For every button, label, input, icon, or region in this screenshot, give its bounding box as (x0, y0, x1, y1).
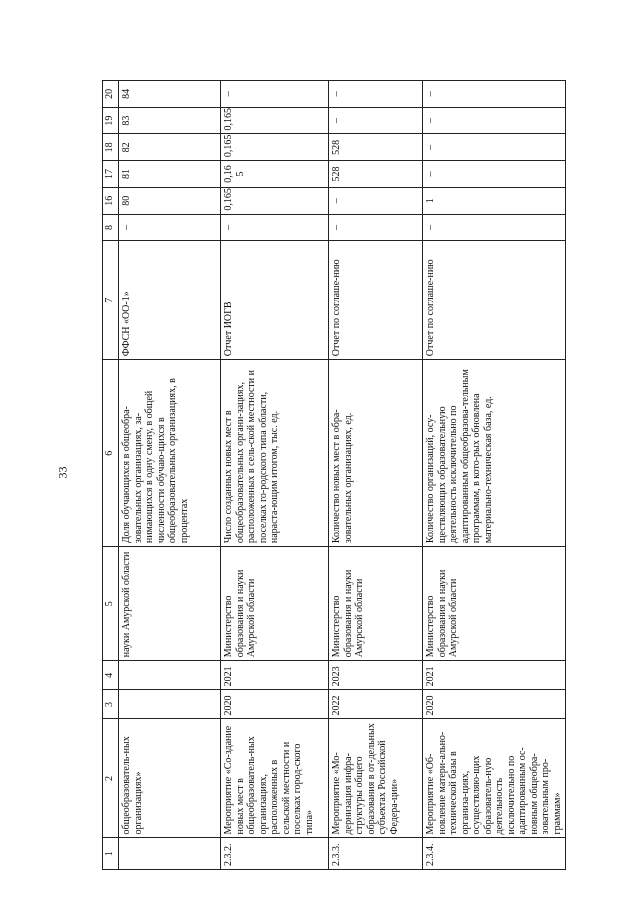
table-cell: Доля обучающихся в общеобра-зовательных организациях, за-нимающихся в одну смену, в общей численности обучаю-щихся в общеобразовательных организациях, в процентах (119, 360, 221, 547)
table-cell (119, 838, 221, 870)
table-cell: 2021 (423, 661, 566, 690)
table-cell (119, 661, 221, 690)
table-cell: Министерство образования и науки Амурской области (329, 547, 423, 661)
table-cell: 2.3.4. (423, 838, 566, 870)
table-cell: Отчет по соглаше-нию (423, 241, 566, 360)
table-cell: – (221, 81, 329, 108)
table-row (221, 81, 329, 870)
table-cell: – (329, 107, 423, 134)
header-cell: 17 (103, 161, 119, 188)
table-cell: науки Амурской области (119, 547, 221, 661)
header-cell: 4 (103, 661, 119, 690)
table-cell: 528 (329, 134, 423, 161)
header-cell: 6 (103, 360, 119, 547)
table-cell: – (423, 107, 566, 134)
table-row (119, 81, 221, 870)
data-table (102, 80, 566, 870)
rotated-table-container (102, 80, 563, 870)
table-cell: Министерство образования и науки Амурской области (423, 547, 566, 661)
table-cell: 2022 (329, 690, 423, 719)
header-cell: 5 (103, 547, 119, 661)
table-cell: Число созданных новых мест в общеобразовательных органи-зациях, расположенных в сель-ской местности и поселках го-родского типа области, нараста-ющим итогом, тыс. ед. (221, 360, 329, 547)
table-cell: Отчет по соглаше-нию (329, 241, 423, 360)
table-cell: 0,165 (221, 134, 329, 161)
table-cell: – (329, 214, 423, 241)
table-row (329, 81, 423, 870)
table-cell: Количество новых мест в обра-зовательных организациях, ед. (329, 360, 423, 547)
table-cell: – (423, 134, 566, 161)
table-cell: Мероприятие «Мо-дернизация инфра-структуры общего образования в от-дельных субъектах Российской Федера-ции» (329, 719, 423, 838)
header-cell: 18 (103, 134, 119, 161)
table-cell: 528 (329, 161, 423, 188)
table-cell: 1 (423, 187, 566, 214)
table-cell: – (423, 214, 566, 241)
table-cell: 2020 (423, 690, 566, 719)
page-number: 33 (55, 466, 70, 479)
table-cell: 2020 (221, 690, 329, 719)
header-cell: 16 (103, 187, 119, 214)
header-cell: 7 (103, 241, 119, 360)
table-cell: Отчет ИОГВ (221, 241, 329, 360)
table-cell: 0,165 (221, 187, 329, 214)
table-cell: 2021 (221, 661, 329, 690)
header-cell: 20 (103, 81, 119, 108)
table-cell: Мероприятие «Со-здание новых мест в общеобразователь-ных организациях, расположенных в сельской местности и поселках город-ского типа» (221, 719, 329, 838)
table-cell (119, 690, 221, 719)
header-cell: 2 (103, 719, 119, 838)
table-cell: ФФСН «ОО-1» (119, 241, 221, 360)
table-cell: 2023 (329, 661, 423, 690)
table-cell: Количество организаций, осу-ществляющих образовательную деятельность исключительно по адаптированным общеобразова-тельным программам, в кото-рых обновлена материально-техническая база, ед. (423, 360, 566, 547)
table-cell: 83 (119, 107, 221, 134)
header-cell: 3 (103, 690, 119, 719)
table-cell: 82 (119, 134, 221, 161)
table-cell: 0,165 (221, 107, 329, 134)
table-cell: 80 (119, 187, 221, 214)
table-cell: 81 (119, 161, 221, 188)
table-cell: 0,16 5 (221, 161, 329, 188)
header-row (103, 81, 119, 870)
table-cell: – (119, 214, 221, 241)
table-cell: – (423, 161, 566, 188)
header-cell: 1 (103, 838, 119, 870)
table-cell: 2.3.3. (329, 838, 423, 870)
header-cell: 19 (103, 107, 119, 134)
table-cell: 2.3.2. (221, 838, 329, 870)
table-row (423, 81, 566, 870)
table-cell: – (329, 81, 423, 108)
header-cell: 8 (103, 214, 119, 241)
table-cell: – (423, 81, 566, 108)
table-cell: – (329, 187, 423, 214)
table-cell: Министерство образования и науки Амурской области (221, 547, 329, 661)
table-cell: – (221, 214, 329, 241)
table-cell: Мероприятие «Об-новление матери-ально-технической базы в организа-циях, осуществляю-щих образователь-ную деятельность исключительно по адаптированным ос-новным общеобра-зовательным про-граммам» (423, 719, 566, 838)
table-cell: 84 (119, 81, 221, 108)
table-cell: общеобразователь-ных организациях» (119, 719, 221, 838)
